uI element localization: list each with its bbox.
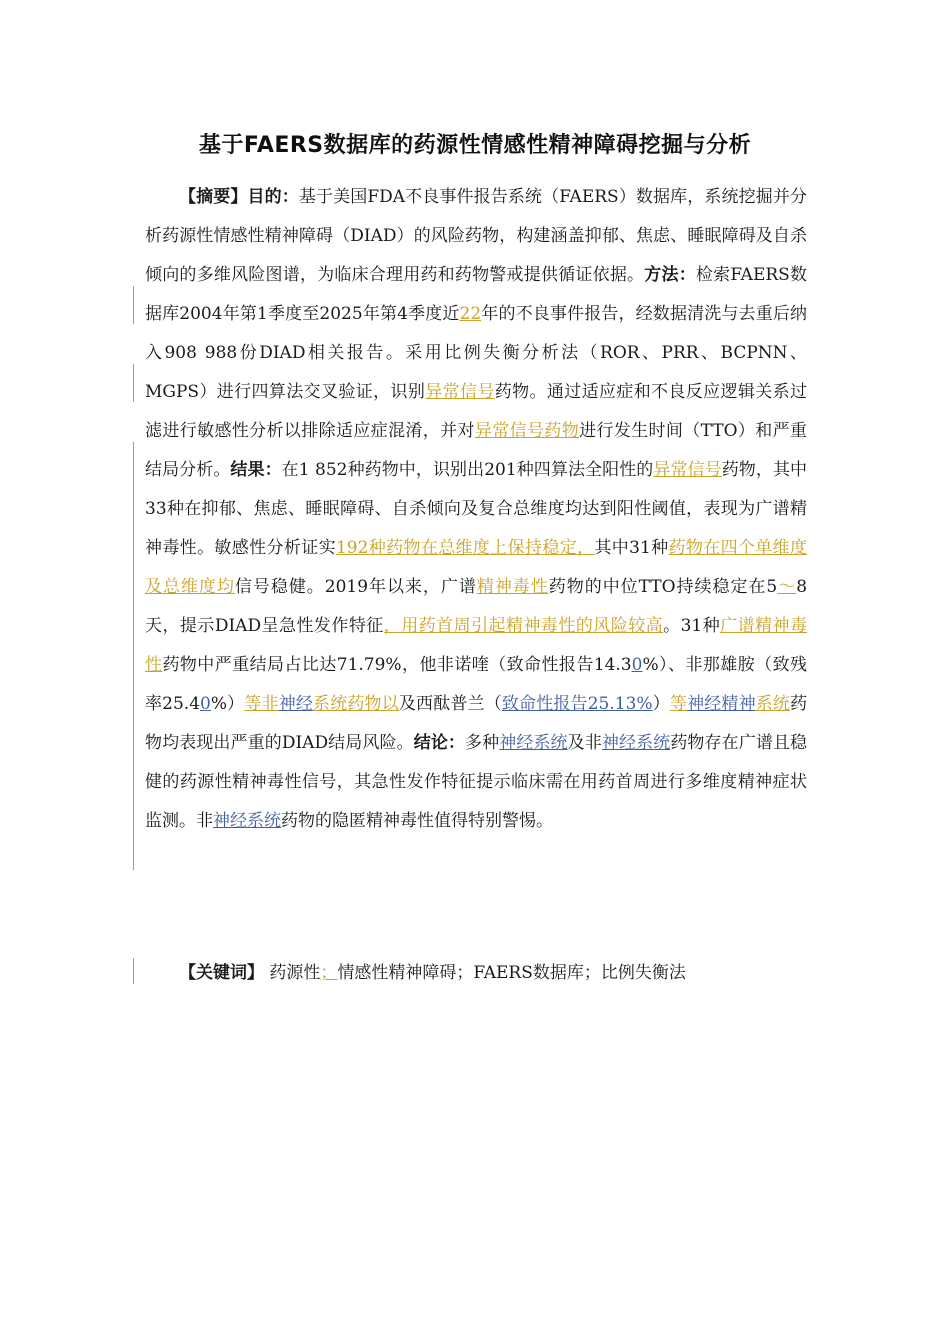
change-bar [133, 364, 134, 402]
tracked-insertion: ； [320, 963, 338, 983]
abstract-text: 及西酞普兰（ [398, 694, 502, 714]
tracked-insertion: ，用药首周引起精神毒性的风险较高 [383, 616, 664, 636]
keyword-text: 药源性 [269, 963, 321, 983]
abstract-text: 8天，提示DIAD呈急性发作特征 [145, 577, 808, 636]
abstract-text: 药物的中位TTO持续稳定在5 [548, 577, 778, 597]
abstract-text: 检索FAERS数据库2004年第1季度至2025年第4季度近 [145, 265, 808, 324]
abstract-text: %）、非那雄胺（致残率25.4 [145, 655, 808, 714]
tracked-change-blue: 神经系统 [601, 733, 671, 753]
tracked-insertion: 192种药物在总维度上保持稳定， [335, 538, 595, 558]
tracked-change-blue: 0 [200, 694, 211, 714]
tracked-insertion: 精神毒性 [476, 577, 549, 597]
tracked-insertion: 22 [459, 304, 482, 324]
tracked-change-blue: 神经 [687, 694, 722, 714]
conclusion-label: 结论： [413, 733, 466, 753]
tracked-insertion: 系统药物以 [313, 694, 399, 714]
purpose-label: 目的： [247, 187, 299, 207]
abstract-label: 【摘要】 [179, 187, 248, 207]
tracked-insertion: 等非 [244, 694, 279, 714]
abstract-text: 。31种 [663, 616, 721, 636]
tracked-change-blue: 神经系统 [213, 811, 281, 831]
keywords-paragraph [145, 954, 807, 993]
tracked-change-blue: 神经 [278, 694, 314, 714]
tracked-insertion: 等 [669, 694, 688, 714]
abstract-text: 药物。通过适应症和不良反应逻辑关系过滤进行敏感性分析以排除适应症混淆，并对 [145, 382, 808, 441]
abstract-text: 信号稳健。2019年以来，广谱 [234, 577, 477, 597]
abstract-text: 药物存在广谱且稳健的药源性精神毒性信号，其急性发作特征提示临床需在用药首周进行多维度精神症状监测。非 [145, 733, 808, 831]
tracked-change-blue: 神经系统 [499, 733, 568, 753]
change-bar [133, 286, 134, 324]
tracked-insertion: 异常信号 [653, 460, 722, 480]
tracked-insertion: 异常信号药物 [474, 421, 580, 441]
keyword-text: 情感性精神障碍；FAERS数据库；比例失衡法 [337, 963, 686, 983]
abstract-text: 年的不良事件报告，经数据清洗与去重后纳入908 988份DIAD相关报告。采用比例失衡分析法（ROR、PRR、BCPNN、MGPS）进行四算法交叉验证，识别 [145, 304, 807, 402]
abstract-text: 在1 852种药物中，识别出201种四算法全阳性的 [281, 460, 654, 480]
result-label: 结果： [230, 460, 282, 480]
change-bar [133, 558, 134, 870]
abstract-text: 及非 [567, 733, 602, 753]
abstract-text: 其中31种 [594, 538, 669, 558]
abstract-text: %） [210, 694, 245, 714]
abstract-text: 药物，其中33种在抑郁、焦虑、睡眠障碍、自杀倾向及复合总维度均达到阳性阈值，表现为广谱精神毒性。敏感性分析证实 [145, 460, 808, 558]
abstract-text: ） [652, 694, 670, 714]
tracked-insertion: ～ [777, 577, 797, 597]
keywords-label: 【关键词】 [179, 963, 264, 983]
tracked-change-blue: 0 [631, 655, 643, 675]
tracked-insertion: 药物在四个单维度及总维度均 [145, 538, 808, 597]
abstract-text: 药物均表现出严重的DIAD结局风险。 [145, 694, 808, 753]
document-title: 基于FAERS数据库的药源性情感性精神障碍挖掘与分析 [198, 133, 752, 158]
abstract-text: 多种 [465, 733, 500, 753]
tracked-change-blue: 致命性报告25.13% [501, 694, 653, 714]
abstract-paragraph [145, 178, 807, 841]
tracked-change-blue: 精神 [721, 694, 756, 714]
change-bar [133, 958, 134, 984]
tracked-insertion: 异常信号 [425, 382, 495, 402]
abstract-text: 药物的隐匿精神毒性值得特别警惕。 [281, 811, 553, 831]
tracked-insertion: 系统 [755, 694, 791, 714]
abstract-text: 基于美国FDA不良事件报告系统（FAERS）数据库，系统挖掘并分析药源性情感性精神障碍（DIAD）的风险药物，构建涵盖抑郁、焦虑、睡眠障碍及自杀倾向的多维风险图谱，为临床合理用药和药物警戒提供循证依据。 [145, 187, 808, 285]
method-label: 方法： [644, 265, 696, 285]
abstract-text: 进行发生时间（TTO）和严重结局分析。 [145, 421, 808, 480]
tracked-insertion: 广谱精神毒性 [145, 616, 807, 675]
change-bar [133, 442, 134, 558]
abstract-text: 药物中严重结局占比达71.79%，他非诺喹（致命性报告14.3 [162, 655, 632, 675]
